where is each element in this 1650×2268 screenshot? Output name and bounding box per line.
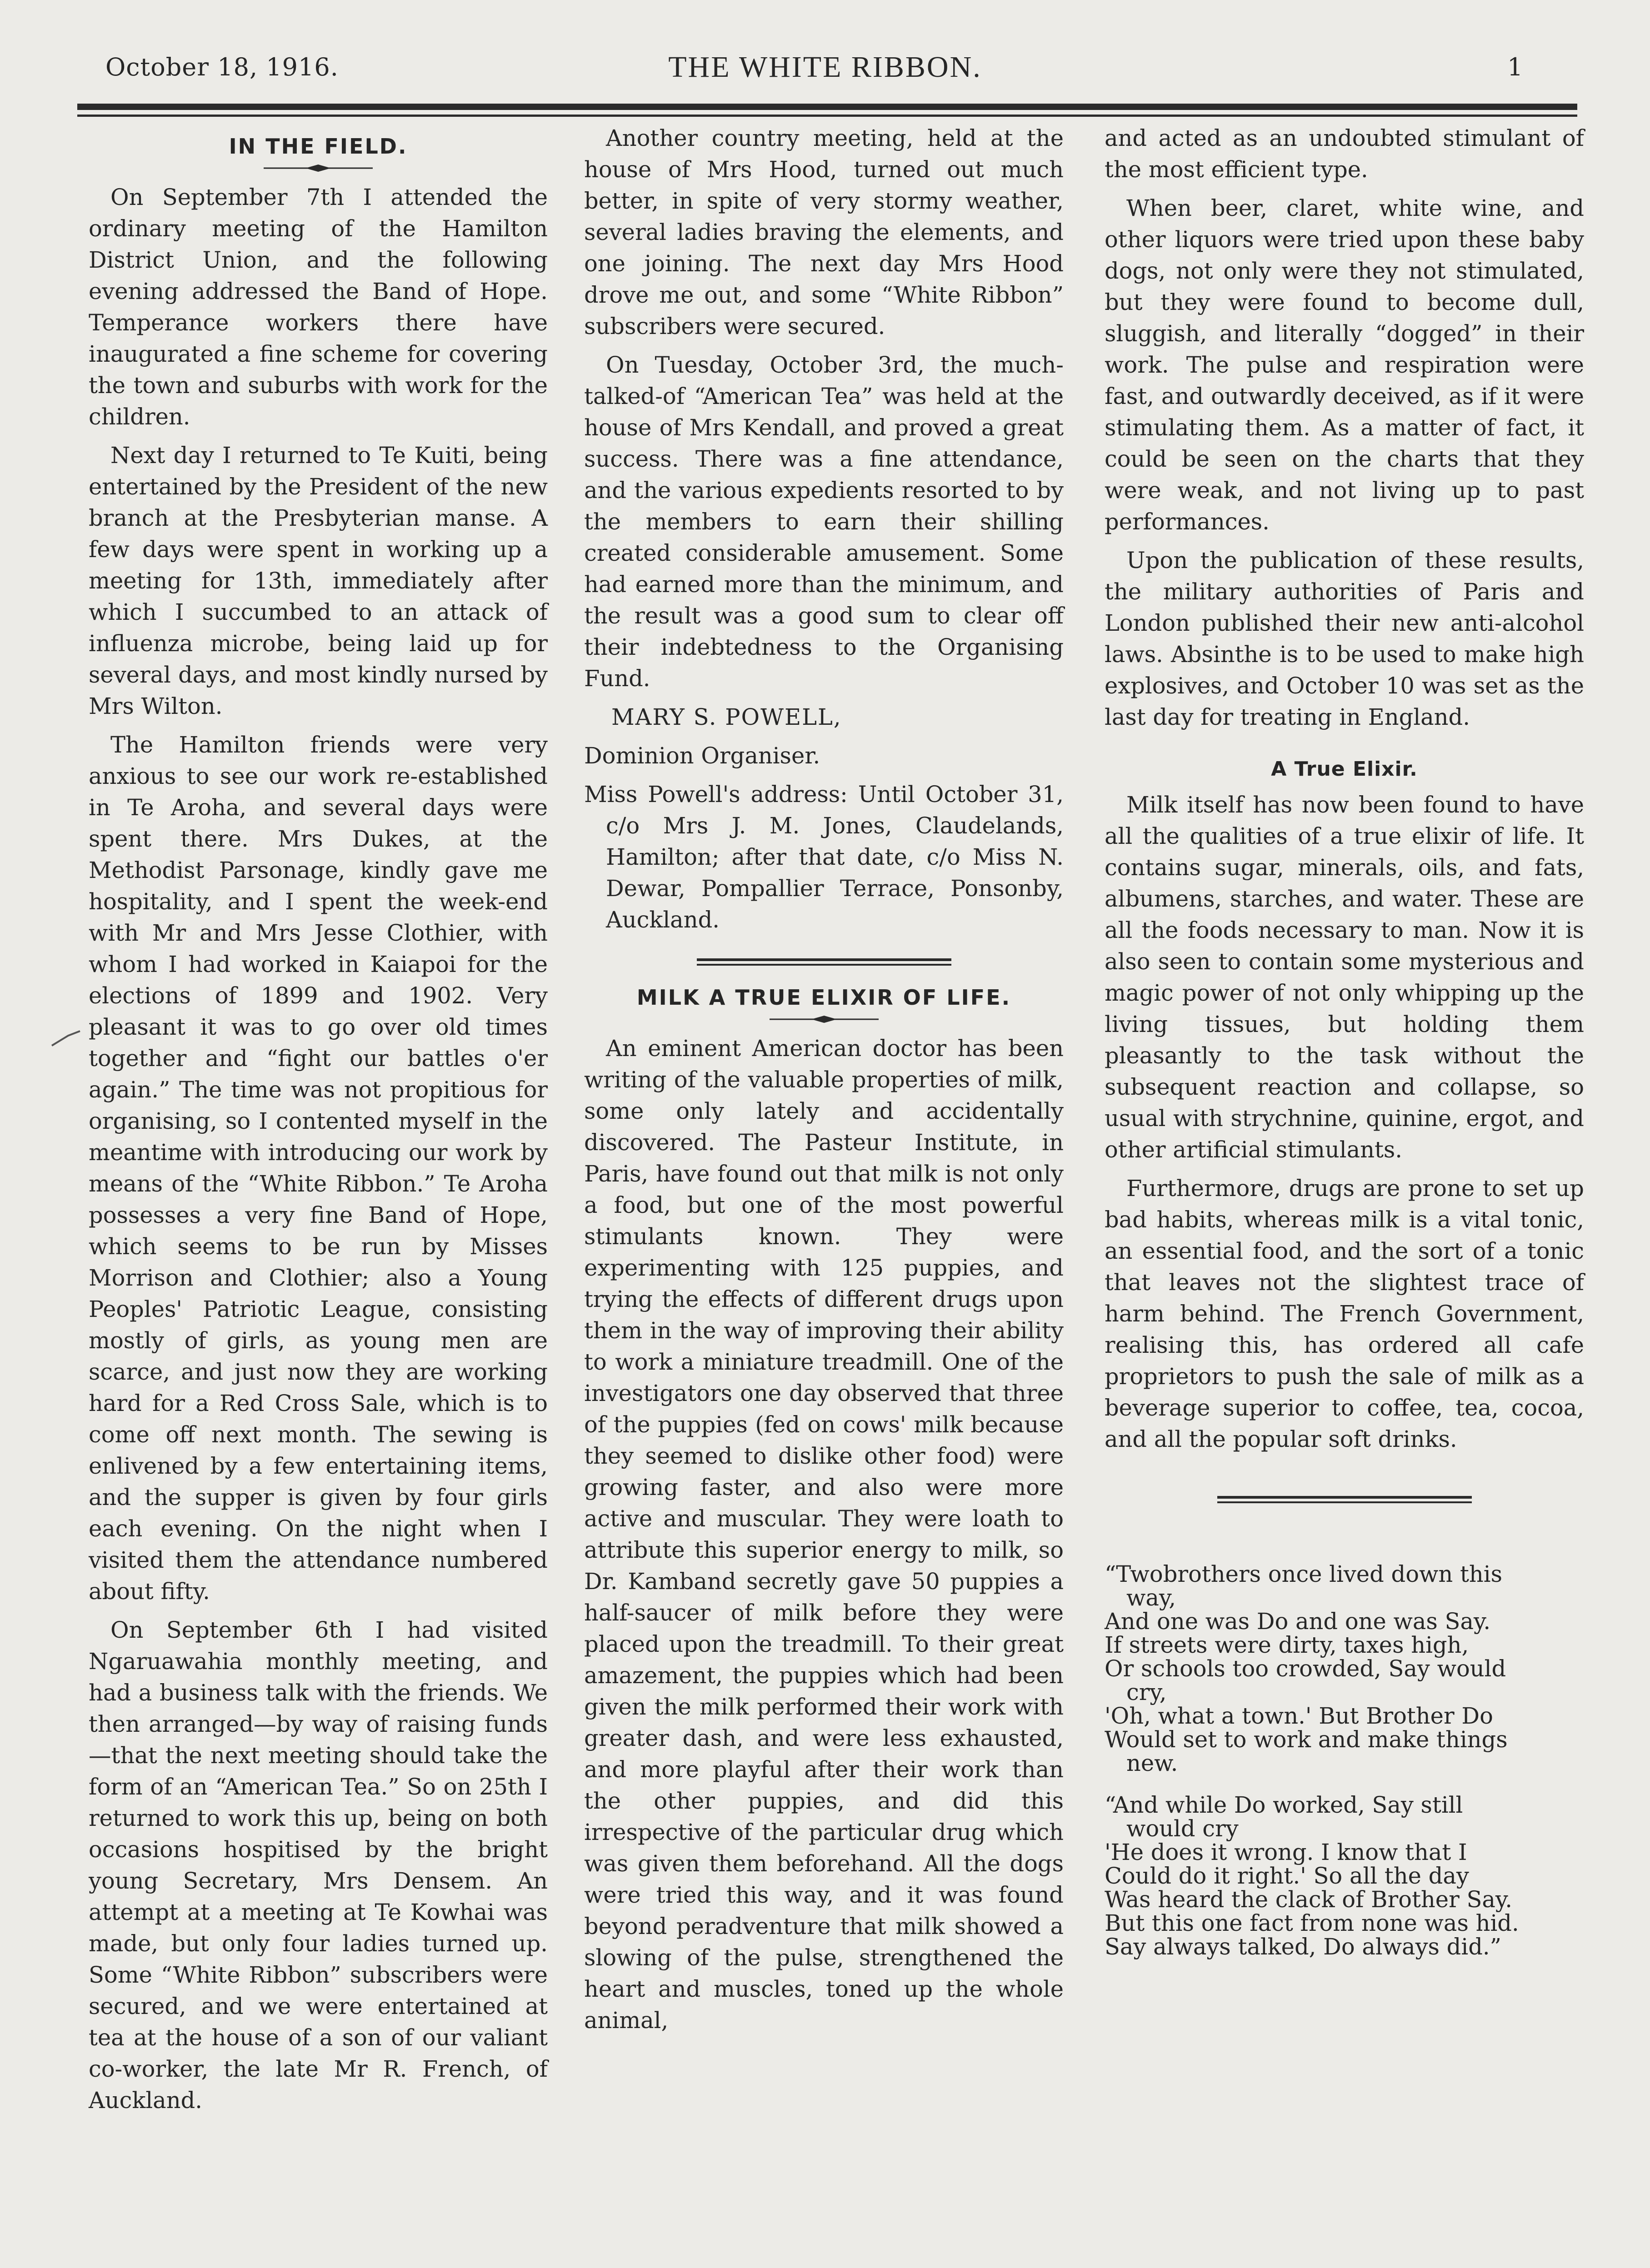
signature-name: MARY S. POWELL, bbox=[611, 704, 842, 730]
poem-line: But this one fact from none was hid. bbox=[1105, 1910, 1519, 1936]
poem-line: Say always talked, Do always did.” bbox=[1105, 1934, 1501, 1960]
poem-line: 'Oh, what a town.' But Brother Do bbox=[1105, 1703, 1493, 1729]
field-paragraph: On September 6th I had visited Ngaruawahia monthly meeting, and had a business talk with the friends. We then arranged—by way of raising funds—that the next meeting should take the form of an “American Tea.” So on 25th I returned to work this up, being on both occasions hospitised by the bright young Secretary, Mrs Densem. An attempt at a meeting at Te Kowhai was made, but only four ladies turned up. Some “White Ribbon” subscribers were secured, and we were entertained at tea at the house of a son of our valiant co-worker, the late Mr R. French, of Auckland. bbox=[89, 1617, 548, 2113]
margin-pencil-mark-icon bbox=[50, 1029, 82, 1047]
header-rule-thin bbox=[77, 115, 1577, 117]
organiser-address: Miss Powell's address: Until October 31, c/o Mrs J. M. Jones, Claudelands, Hamilton; after that date, c/o Miss N. Dewar, Pompallier Terrace, Ponsonby, Auckland. bbox=[584, 781, 1064, 933]
column-1 bbox=[89, 123, 548, 2123]
poem-line: Was heard the clack of Brother Say. bbox=[1105, 1886, 1513, 1913]
section-divider bbox=[1217, 1496, 1472, 1503]
column-2 bbox=[584, 123, 1064, 2044]
poem-line: Would set to work and make things bbox=[1105, 1726, 1508, 1753]
poem-stanza-1 bbox=[1105, 1562, 1584, 1775]
masthead-title: THE WHITE RIBBON. bbox=[668, 50, 982, 84]
field-paragraph: Next day I returned to Te Kuiti, being entertained by the President of the new branch at the Presbyterian manse. A few days were spent in working up a meeting for 13th, immediately after which I succumbed to an attack of influenza microbe, being laid up for several days, and most kindly nursed by Mrs Wilton. bbox=[89, 442, 548, 719]
header-rule-thick bbox=[77, 104, 1577, 110]
page-number: 1 bbox=[1507, 53, 1523, 81]
heading-ornament-icon bbox=[264, 164, 373, 173]
heading-ornament-icon bbox=[770, 1015, 879, 1024]
poem-line: Or schools too crowded, Say would bbox=[1105, 1655, 1506, 1682]
milk-paragraph: An eminent American doctor has been writing of the valuable properties of milk, some only lately and accidentally discovered. The Pasteur Institute, in Paris, have found out that milk is not only a food, but one of the most powerful stimulants known. They were experimenting with 125 puppies, and trying the effects of different drugs upon them in the way of improving their ability to work a miniature treadmill. One of the investigators one day observed that three of the puppies (fed on cows' milk because they seemed to dislike other food) were growing faster, and also were more active and muscular. They were loath to attribute this superior energy to milk, so Dr. Kamband secretly gave 50 puppies a half-saucer of milk before they were placed upon the treadmill. To their great amazement, the puppies which had been given the milk performed their work with greater dash, and were less exhausted, and more playful after their work than the other puppies, and did this irrespective of the particular drug which was given them beforehand. All the dogs were tried this way, and it was found beyond peradventure that milk showed a slowing of the pulse, strengthened the heart and muscles, toned up the whole animal, bbox=[584, 1035, 1064, 2034]
poem-line: If streets were dirty, taxes high, bbox=[1105, 1632, 1469, 1658]
milk-paragraph: When beer, claret, white wine, and other liquors were tried upon these baby dogs, not only were they not stimulated, but they were found to become dull, sluggish, and literally “dogged” in their work. The pulse and respiration were fast, and outwardly deceived, as if it were stimulating them. As a matter of fact, it could be seen on the charts that they were weak, and not living up to past performances. bbox=[1105, 195, 1584, 535]
column-3 bbox=[1105, 123, 1584, 1977]
poem-line: “Twobrothers once lived down this bbox=[1105, 1561, 1502, 1587]
elixir-paragraph: Furthermore, drugs are prone to set up bad habits, whereas milk is a vital tonic, an essential food, and the sort of a tonic that leaves not the slightest trace of harm behind. The French Government, realising this, has ordered all cafe proprietors to push the sale of milk as a beverage superior to coffee, tea, cocoa, and all the popular soft drinks. bbox=[1105, 1175, 1584, 1452]
poem-line: 'He does it wrong. I know that I bbox=[1105, 1839, 1467, 1865]
signature-title: Dominion Organiser. bbox=[584, 743, 820, 769]
elixir-paragraph: Milk itself has now been found to have all the qualities of a true elixir of life. It contains sugar, minerals, oils, and fats, albumens, starches, and water. These are all the foods necessary to man. Now it is also seen to contain some mysterious and magic power of not only whipping up the living tissues, but holding them pleasantly to the task without the subsequent reaction and collapse, so usual with strychnine, quinine, ergot, and other artificial stimulants. bbox=[1105, 792, 1584, 1163]
milk-paragraph: and acted as an undoubted stimulant of the most efficient type. bbox=[1105, 125, 1584, 183]
field-paragraph: On Tuesday, October 3rd, the much-talked-of “American Tea” was held at the house of Mrs Kendall, and proved a great success. There was a fine attendance, and the various expedients resorted to by the members to earn their shilling created considerable amusement. Some had earned more than the minimum, and the result was a good sum to clear off their indebtedness to the Organising Fund. bbox=[584, 352, 1064, 692]
poem-line: way, bbox=[1126, 1585, 1176, 1611]
poem-line: cry, bbox=[1126, 1679, 1167, 1705]
milk-elixir-heading: MILK A TRUE ELIXIR OF LIFE. bbox=[636, 985, 1011, 1010]
true-elixir-heading: A True Elixir. bbox=[1271, 758, 1418, 781]
field-paragraph: The Hamilton friends were very anxious to see our work re-established in Te Aroha, and several days were spent there. Mrs Dukes, at the Methodist Parsonage, kindly gave me hospitality, and I spent the week-end with Mr and Mrs Jesse Clothier, with whom I had worked in Kaiapoi for the elections of 1899 and 1902. Very pleasant it was to go over old times together and “fight our battles o'er again.” The time was not propitious for organising, so I contented myself in the meantime with introducing our work by means of the “White Ribbon.” Te Aroha possesses a very fine Band of Hope, which seems to be run by Misses Morrison and Clothier; also a Young Peoples' Patriotic League, consisting mostly of girls, as young men are scarce, and just now they are working hard for a Red Cross Sale, which is to come off next month. The sewing is enlivened by a few entertaining items, and the supper is given by four girls each evening. On the night when I visited them the attendance numbered about fifty. bbox=[89, 732, 548, 1605]
poem-line: “And while Do worked, Say still bbox=[1105, 1792, 1463, 1818]
in-the-field-heading: IN THE FIELD. bbox=[229, 134, 408, 159]
field-paragraph: Another country meeting, held at the house of Mrs Hood, turned out much better, in spite of very stormy weather, several ladies braving the elements, and one joining. The next day Mrs Hood drove me out, and some “White Ribbon” subscribers were secured. bbox=[584, 125, 1064, 339]
milk-paragraph: Upon the publication of these results, the military authorities of Paris and London published their new anti-alcohol laws. Absinthe is to be used to make high explosives, and October 10 was set as the last day for treating in England. bbox=[1105, 547, 1584, 730]
poem-line: new. bbox=[1126, 1750, 1178, 1776]
poem-line: And one was Do and one was Say. bbox=[1105, 1608, 1491, 1635]
issue-date: October 18, 1916. bbox=[105, 53, 339, 81]
section-divider bbox=[697, 958, 951, 966]
poem-line: Could do it right.' So all the day bbox=[1105, 1863, 1469, 1889]
poem-line: would cry bbox=[1126, 1815, 1239, 1842]
field-paragraph: On September 7th I attended the ordinary meeting of the Hamilton District Union, and the following evening addressed the Band of Hope. Temperance workers there have inaugurated a fine scheme for covering the town and suburbs with work for the children. bbox=[89, 184, 548, 430]
poem-stanza-2 bbox=[1105, 1793, 1584, 1959]
